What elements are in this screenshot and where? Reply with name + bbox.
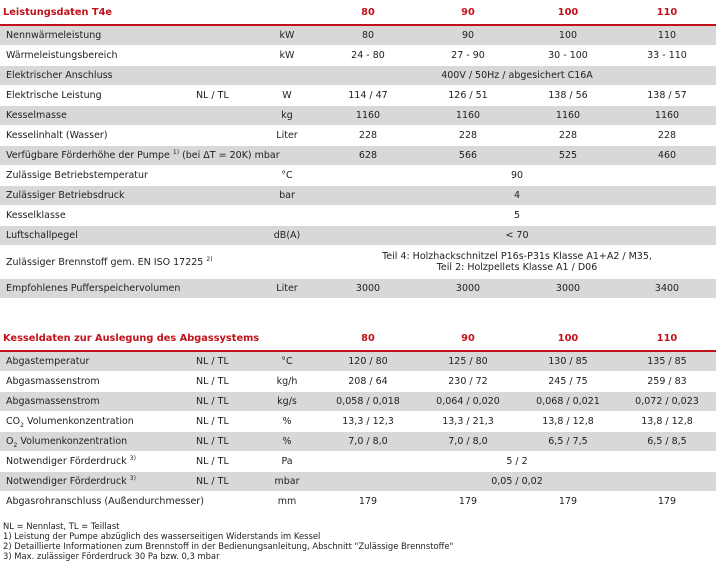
table-row xyxy=(0,372,716,392)
row-label: Wärmeleistungsbereich xyxy=(0,46,256,66)
subscript: 2 xyxy=(13,441,18,449)
table-title: Kesseldaten zur Auslegung des Abgassystems xyxy=(0,326,318,351)
row-label: Elektrischer Anschluss xyxy=(0,66,318,86)
table-row xyxy=(0,126,716,146)
cell-value: 126 / 51 xyxy=(418,86,518,106)
cell-value: 566 xyxy=(418,146,518,166)
row-unit: kW xyxy=(256,25,318,46)
model-header: 100 xyxy=(518,0,618,25)
cell-value: 179 xyxy=(618,492,716,512)
footnote-ref: 3) xyxy=(129,454,136,462)
fuel-spec-line: Teil 4: Holzhackschnitzel P16s-P31s Klasse A1+A2 / M35, xyxy=(382,251,652,262)
row-unit: mm xyxy=(256,492,318,512)
row-mode: NL / TL xyxy=(190,432,256,452)
table-row xyxy=(0,492,716,512)
table-row xyxy=(0,86,716,106)
row-mode: NL / TL xyxy=(190,472,256,492)
row-unit: kW xyxy=(256,46,318,66)
cell-value: 3000 xyxy=(518,279,618,299)
row-label: Zulässige Betriebstemperatur xyxy=(0,166,256,186)
row-label-text: CO xyxy=(6,416,21,427)
table-row xyxy=(0,452,716,472)
row-label: Empfohlenes Pufferspeichervolumen xyxy=(0,279,256,299)
table-row xyxy=(0,146,716,166)
footnotes xyxy=(3,521,453,561)
table-row xyxy=(0,46,716,66)
row-label xyxy=(0,246,318,279)
row-label-suffix: Volumenkonzentration xyxy=(23,416,134,427)
cell-value: 230 / 72 xyxy=(418,372,518,392)
row-unit: % xyxy=(256,412,318,432)
row-label xyxy=(0,432,190,452)
model-header: 80 xyxy=(318,0,418,25)
row-unit: °C xyxy=(256,351,318,372)
cell-value: 0,064 / 0,020 xyxy=(418,392,518,412)
cell-value-merged: 5 / 2 xyxy=(318,452,716,472)
cell-value: 1160 xyxy=(318,106,418,126)
row-mode: NL / TL xyxy=(190,86,256,106)
table-row xyxy=(0,472,716,492)
row-label: Luftschallpegel xyxy=(0,226,256,246)
cell-value: 525 xyxy=(518,146,618,166)
cell-value: 30 - 100 xyxy=(518,46,618,66)
cell-value: 0,072 / 0,023 xyxy=(618,392,716,412)
row-label: Abgasrohranschluss (Außendurchmesser) xyxy=(0,492,256,512)
cell-value: 179 xyxy=(518,492,618,512)
flue-gas-table xyxy=(0,326,716,512)
cell-value: 179 xyxy=(418,492,518,512)
cell-value: 6,5 / 8,5 xyxy=(618,432,716,452)
fuel-spec xyxy=(318,246,716,279)
cell-value: 1160 xyxy=(618,106,716,126)
row-unit: dB(A) xyxy=(256,226,318,246)
subscript: 2 xyxy=(20,421,24,429)
footnote-line: 1) Leistung der Pumpe abzüglich des wasserseitigen Widerstands im Kessel xyxy=(3,531,321,541)
footnote-line: 2) Detaillierte Informationen zum Brennstoff in der Bedienungsanleitung, Abschnitt "Zulässige Brennstoffe" xyxy=(3,541,454,551)
cell-value: 7,0 / 8,0 xyxy=(418,432,518,452)
row-label xyxy=(0,452,190,472)
cell-value: 13,3 / 12,3 xyxy=(318,412,418,432)
row-mode: NL / TL xyxy=(190,372,256,392)
cell-value: 259 / 83 xyxy=(618,372,716,392)
cell-value: 13,8 / 12,8 xyxy=(518,412,618,432)
table-row xyxy=(0,392,716,412)
cell-value: 130 / 85 xyxy=(518,351,618,372)
fuel-spec-line: Teil 2: Holzpellets Klasse A1 / D06 xyxy=(436,262,598,273)
cell-value: 138 / 56 xyxy=(518,86,618,106)
cell-value: 460 xyxy=(618,146,716,166)
row-label xyxy=(0,412,190,432)
cell-value: 3000 xyxy=(418,279,518,299)
cell-value: 0,058 / 0,018 xyxy=(318,392,418,412)
table-row xyxy=(0,25,716,46)
model-header: 90 xyxy=(418,0,518,25)
row-label xyxy=(0,146,318,166)
cell-value: 245 / 75 xyxy=(518,372,618,392)
cell-value: 628 xyxy=(318,146,418,166)
table-row xyxy=(0,279,716,299)
cell-value: 24 - 80 xyxy=(318,46,418,66)
row-unit: mbar xyxy=(256,472,318,492)
row-label: Abgastemperatur xyxy=(0,351,190,372)
row-label-suffix: Volumenkonzentration xyxy=(17,436,128,447)
model-header: 80 xyxy=(318,326,418,351)
cell-value: 27 - 90 xyxy=(418,46,518,66)
table-row xyxy=(0,66,716,86)
table-header xyxy=(0,0,716,25)
row-unit: kg xyxy=(256,106,318,126)
model-header: 90 xyxy=(418,326,518,351)
row-label-text: Notwendiger Förderdruck xyxy=(6,476,127,487)
cell-value-merged: 0,05 / 0,02 xyxy=(318,472,716,492)
row-label-text: O xyxy=(6,436,14,447)
row-unit: Liter xyxy=(256,126,318,146)
row-label: Zulässiger Betriebsdruck xyxy=(0,186,256,206)
footnote-ref: 2) xyxy=(206,255,213,263)
table-row xyxy=(0,206,716,226)
row-label: Kesselklasse xyxy=(0,206,318,226)
cell-value-merged: 400V / 50Hz / abgesichert C16A xyxy=(318,66,716,86)
cell-value: 90 xyxy=(418,25,518,46)
row-mode: NL / TL xyxy=(190,351,256,372)
table-row xyxy=(0,412,716,432)
row-mode: NL / TL xyxy=(190,392,256,412)
row-label: Abgasmassenstrom xyxy=(0,392,190,412)
cell-value: 3400 xyxy=(618,279,716,299)
table-row xyxy=(0,166,716,186)
row-label-suffix: (bei ΔT = 20K) mbar xyxy=(179,150,280,161)
cell-value: 3000 xyxy=(318,279,418,299)
footnote-ref: 1) xyxy=(172,148,180,156)
row-unit: W xyxy=(256,86,318,106)
cell-value-merged: 5 xyxy=(318,206,716,226)
cell-value: 1160 xyxy=(518,106,618,126)
row-unit: % xyxy=(256,432,318,452)
row-label: Nennwärmeleistung xyxy=(0,25,256,46)
model-header: 110 xyxy=(618,0,716,25)
cell-value-merged: 90 xyxy=(318,166,716,186)
cell-value-merged: < 70 xyxy=(318,226,716,246)
cell-value: 135 / 85 xyxy=(618,351,716,372)
row-unit: Liter xyxy=(256,279,318,299)
model-header: 100 xyxy=(518,326,618,351)
cell-value: 228 xyxy=(518,126,618,146)
cell-value: 7,0 / 8,0 xyxy=(318,432,418,452)
cell-value-merged: 4 xyxy=(318,186,716,206)
cell-value: 208 / 64 xyxy=(318,372,418,392)
row-label-text: Notwendiger Förderdruck xyxy=(6,456,127,467)
row-mode: NL / TL xyxy=(190,412,256,432)
row-label: Kesselinhalt (Wasser) xyxy=(0,126,256,146)
table-row xyxy=(0,432,716,452)
cell-value: 1160 xyxy=(418,106,518,126)
model-header: 110 xyxy=(618,326,716,351)
table-row xyxy=(0,226,716,246)
row-unit: Pa xyxy=(256,452,318,472)
row-unit: bar xyxy=(256,186,318,206)
footnote-line: 3) Max. zulässiger Förderdruck 30 Pa bzw. 0,3 mbar xyxy=(3,551,220,561)
table-header xyxy=(0,326,716,351)
footnote-line: NL = Nennlast, TL = Teillast xyxy=(3,521,120,531)
row-unit: kg/h xyxy=(256,372,318,392)
footnote-ref: 3) xyxy=(129,474,136,482)
table-row xyxy=(0,246,716,279)
row-label-text: Zulässiger Brennstoff gem. EN ISO 17225 xyxy=(6,256,204,268)
cell-value: 6,5 / 7,5 xyxy=(518,432,618,452)
cell-value: 228 xyxy=(618,126,716,146)
cell-value: 110 xyxy=(618,25,716,46)
cell-value: 100 xyxy=(518,25,618,46)
row-unit: °C xyxy=(256,166,318,186)
cell-value: 228 xyxy=(318,126,418,146)
cell-value: 13,8 / 12,8 xyxy=(618,412,716,432)
table-row xyxy=(0,106,716,126)
row-label: Abgasmassenstrom xyxy=(0,372,190,392)
table-title: Leistungsdaten T4e xyxy=(0,0,318,25)
table-row xyxy=(0,186,716,206)
row-label xyxy=(0,472,190,492)
row-label: Kesselmasse xyxy=(0,106,256,126)
cell-value: 125 / 80 xyxy=(418,351,518,372)
cell-value: 228 xyxy=(418,126,518,146)
cell-value: 0,068 / 0,021 xyxy=(518,392,618,412)
row-label: Elektrische Leistung xyxy=(0,86,190,106)
cell-value: 114 / 47 xyxy=(318,86,418,106)
cell-value: 120 / 80 xyxy=(318,351,418,372)
row-unit: kg/s xyxy=(256,392,318,412)
cell-value: 138 / 57 xyxy=(618,86,716,106)
cell-value: 13,3 / 21,3 xyxy=(418,412,518,432)
row-mode: NL / TL xyxy=(190,452,256,472)
row-label-text: Verfügbare Förderhöhe der Pumpe xyxy=(6,150,170,161)
cell-value: 179 xyxy=(318,492,418,512)
cell-value: 80 xyxy=(318,25,418,46)
table-row xyxy=(0,351,716,372)
cell-value: 33 - 110 xyxy=(618,46,716,66)
